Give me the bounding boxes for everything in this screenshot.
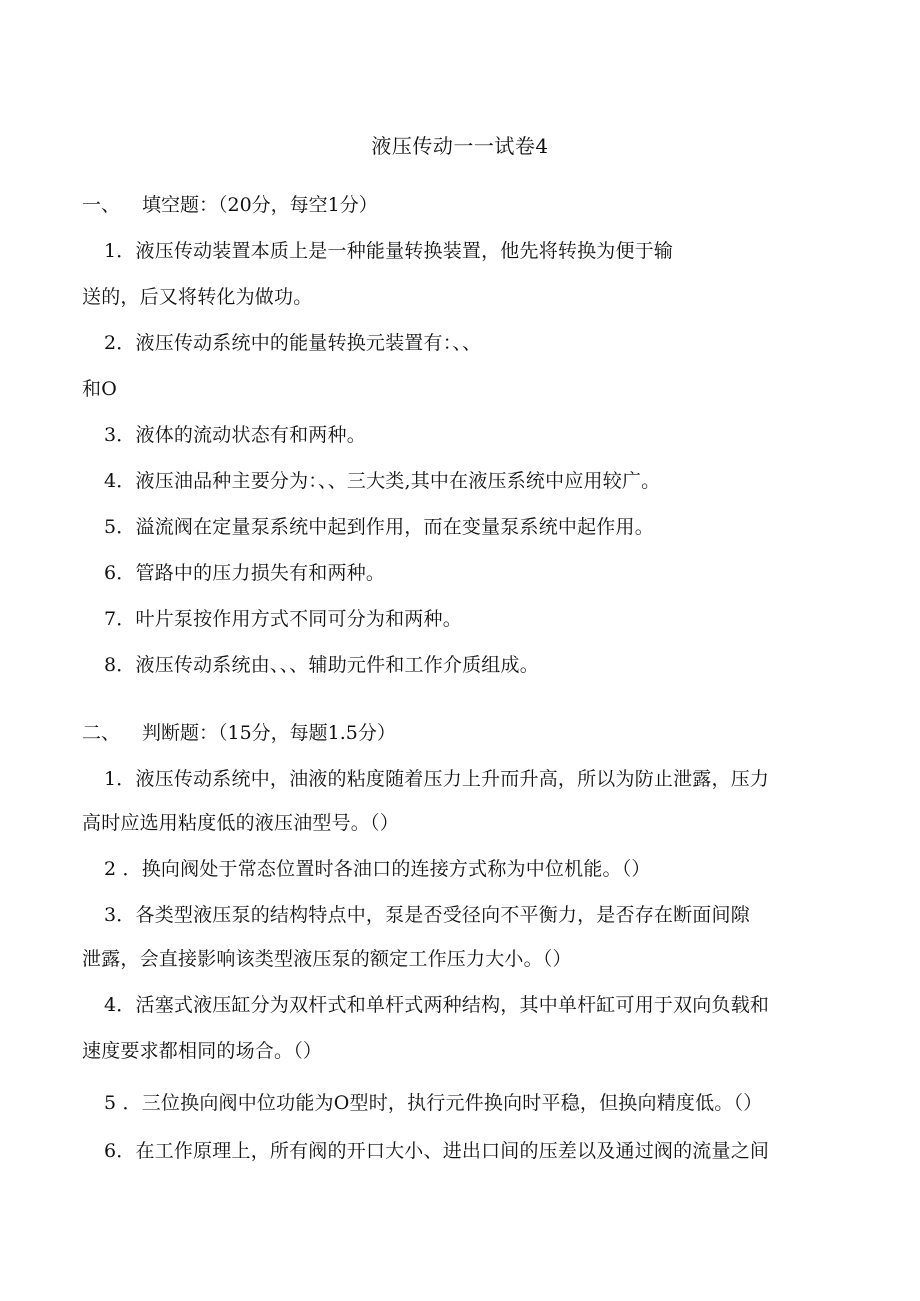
section-title: 填空题：（20分，每空1分） [142, 194, 378, 216]
section-heading-true-false [82, 718, 396, 745]
question-line: 2 ．换向阀处于常态位置时各油口的连接方式称为中位机能。（） [104, 858, 651, 880]
question-line: 5．溢流阀在定量泵系统中起到作用，而在变量泵系统中起作用。 [104, 516, 654, 538]
question-line: 6．管路中的压力损失有和两种。 [104, 562, 386, 584]
question-line: 速度要求都相同的场合。（） [82, 1040, 323, 1062]
section-number: 一、 [82, 194, 121, 216]
question-line: 4．活塞式液压缸分为双杆式和单杆式两种结构，其中单杆缸可用于双向负载和 [104, 994, 770, 1016]
question-line: 1．液压传动系统中，油液的粘度随着压力上升而升高，所以为防止泄露，压力 [104, 768, 770, 790]
question-line: 6．在工作原理上，所有阀的开口大小、进出口间的压差以及通过阀的流量之间 [104, 1140, 770, 1162]
question-line: 8．液压传动系统由、、、辅助元件和工作介质组成。 [104, 654, 539, 676]
question-line: 5 ．三位换向阀中位功能为O型时，执行元件换向时平稳，但换向精度低。（） [104, 1092, 763, 1114]
question-line: 送的，后又将转化为做功。 [82, 286, 313, 308]
question-line: 3．各类型液压泵的结构特点中，泵是否受径向不平衡力，是否存在断面间隙 [104, 904, 750, 926]
question-line: 泄露，会直接影响该类型液压泵的额定工作压力大小。（） [82, 948, 572, 970]
section-title: 判断题：（15分，每题1.5分） [142, 722, 396, 744]
question-line: 3．液体的流动状态有和两种。 [104, 424, 366, 446]
section-number: 二、 [82, 722, 121, 744]
question-line: 4．液压油品种主要分为：、、三大类,其中在液压系统中应用较广。 [104, 470, 661, 492]
document-title: 液压传动一一试卷4 [371, 134, 549, 158]
question-line: 2．液压传动系统中的能量转换元装置有：、、 [104, 332, 482, 354]
question-line: 7．叶片泵按作用方式不同可分为和两种。 [104, 608, 462, 630]
question-line: 和O [82, 378, 117, 400]
question-line: 高时应选用粘度低的液压油型号。（） [82, 812, 399, 834]
section-heading-fill-in [82, 190, 378, 217]
question-line: 1．液压传动装置本质上是一种能量转换装置，他先将转换为便于输 [104, 240, 674, 262]
